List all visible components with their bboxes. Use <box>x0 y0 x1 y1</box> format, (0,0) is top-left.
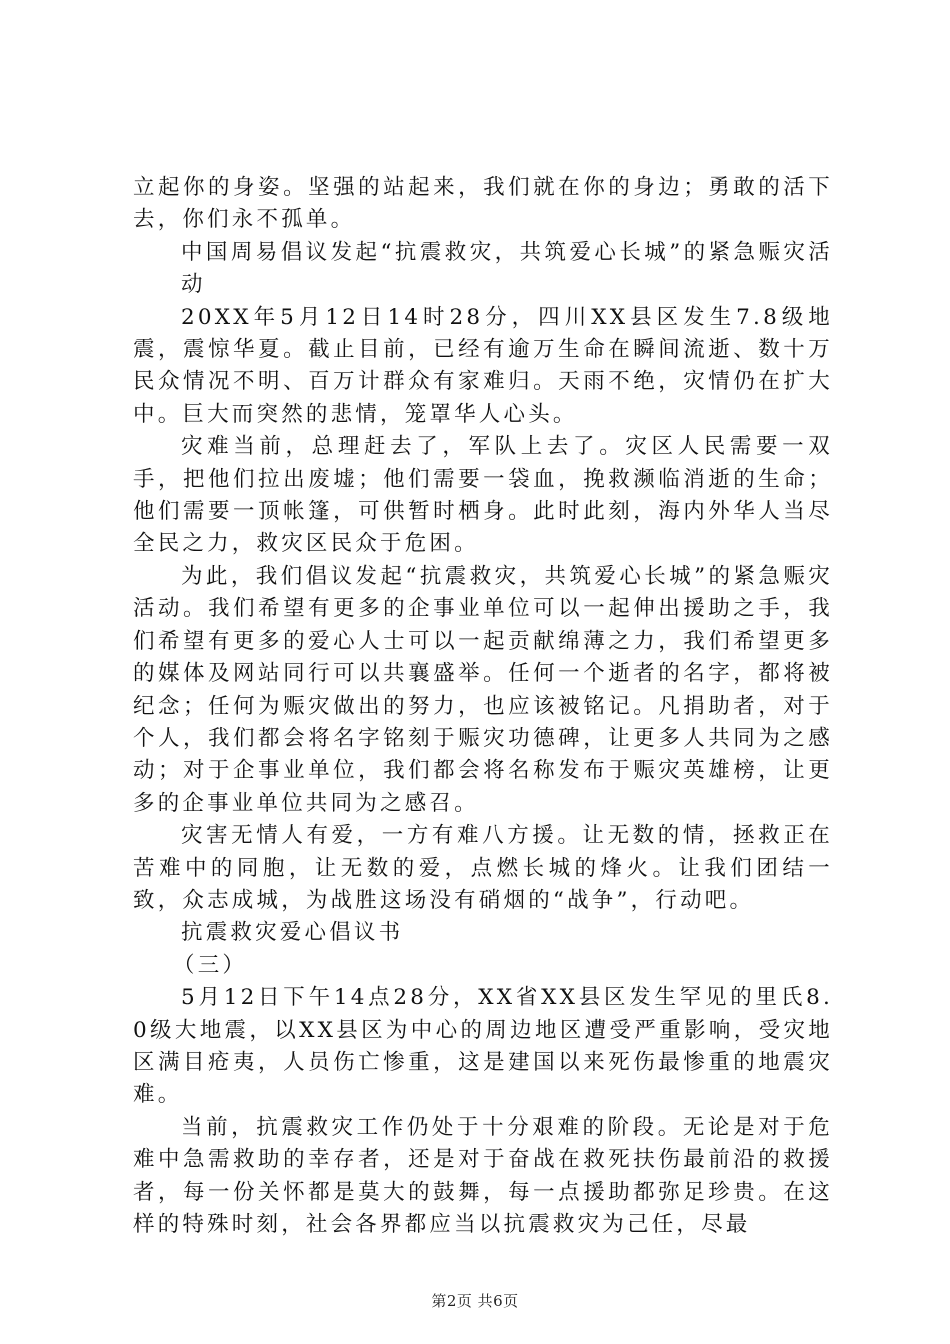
paragraph-disaster-now: 灾难当前，总理赶去了，军队上去了。灾区人民需要一双手，把他们拉出废墟；他们需要一袋血，挽救濒临消逝的生命；他们需要一顶帐篷，可供暂时栖身。此时此刻，海内外华人当尽全民之力，救灾区民众于危困。 <box>133 434 833 557</box>
section-number: （三） <box>173 952 248 978</box>
paragraph-call-to-action: 灾害无情人有爱，一方有难八方援。让无数的情，拯救正在苦难中的同胞，让无数的爱，点燃长城的烽火。让我们团结一致，众志成城，为战胜这场没有硝烟的“战争”，行动吧。 <box>133 823 833 913</box>
paragraph-heading-zhouyi: 中国周易倡议发起“抗震救灾，共筑爱心长城”的紧急赈灾活动 <box>181 239 833 298</box>
page-number: 第2页 共6页 <box>431 1292 519 1310</box>
paragraph-initiative: 为此，我们倡议发起“抗震救灾，共筑爱心长城”的紧急赈灾活动。我们希望有更多的企事业单位可以一起伸出援助之手，我们希望有更多的爱心人士可以一起贡献绵薄之力，我们希望更多的媒体及网站同行可以共襄盛举。任何一个逝者的名字，都将被纪念；任何为赈灾做出的努力，也应该被铭记。凡捐助者，对于个人，我们都会将名字铭刻于赈灾功德碑，让更多人共同为之感动；对于企事业单位，我们都会将名称发布于赈灾英雄榜，让更多的企事业单位共同为之感召。 <box>133 563 833 816</box>
document-body <box>133 172 833 1241</box>
paragraph-current-situation: 当前，抗震救灾工作仍处于十分艰难的阶段。无论是对于危难中急需救助的幸存者，还是对于奋战在救死扶伤最前沿的救援者，每一份关怀都是莫大的鼓舞，每一点援助都弥足珍贵。在这样的特殊时刻，社会各界都应当以抗震救灾为己任，尽最 <box>133 1114 833 1237</box>
section-title: 抗震救灾爱心倡议书 <box>181 920 404 946</box>
paragraph-earthquake-report: 20XX年5月12日14时28分，四川XX县区发生7.8级地震，震惊华夏。截止目前，已经有逾万生命在瞬间流逝、数十万民众情况不明、百万计群众有家难归。天雨不绝，灾情仍在扩大中。巨大而突然的悲情，笼罩华人心头。 <box>133 304 833 427</box>
paragraph-continuation: 立起你的身姿。坚强的站起来，我们就在你的身边；勇敢的活下去，你们永不孤单。 <box>133 175 833 233</box>
paragraph-may-12: 5月12日下午14点28分，XX省XX县区发生罕见的里氏8.0级大地震，以XX县区为中心的周边地区遭受严重影响，受灾地区满目疮夷，人员伤亡惨重，这是建国以来死伤最惨重的地震灾难。 <box>133 985 833 1108</box>
